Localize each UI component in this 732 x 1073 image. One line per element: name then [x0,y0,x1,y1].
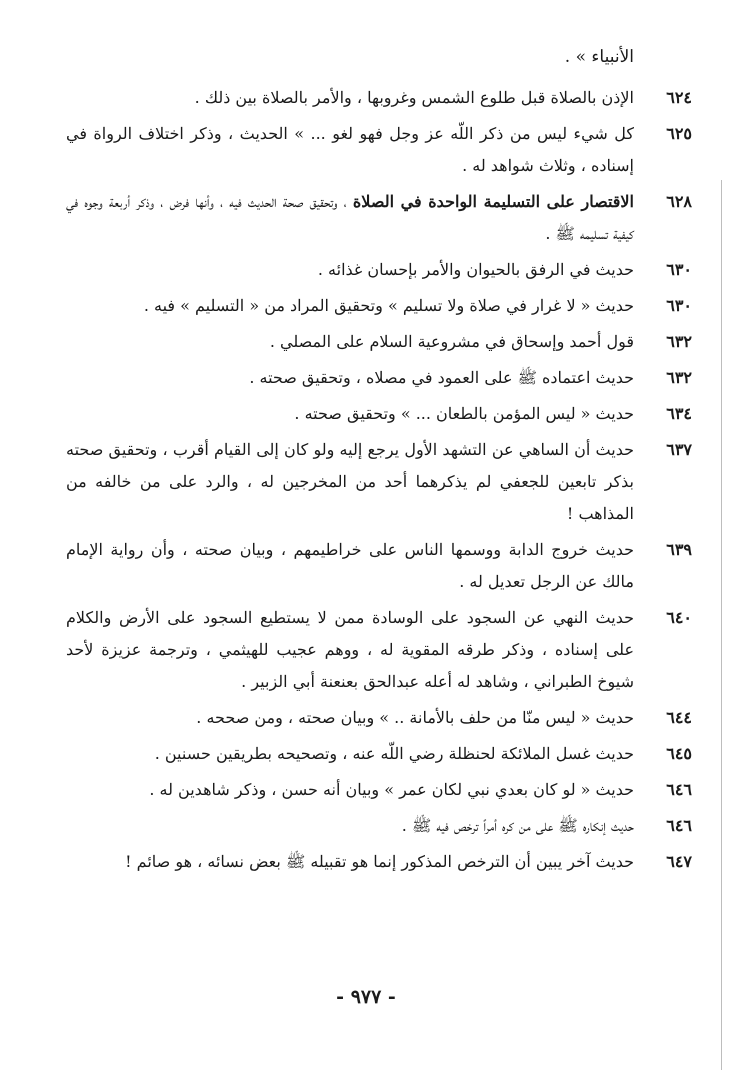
page-number: - ٩٧٧ - [336,986,396,1008]
index-entry [66,326,692,358]
entry-text: الإذن بالصلاة قبل طلوع الشمس وغروبها ، والأمر بالصلاة بين ذلك . [194,88,634,107]
entry-page-number: ٦٣٤ [666,404,692,423]
entry-page-number: ٦٤٠ [666,608,692,627]
index-entry [66,774,692,806]
index-entry [66,82,692,114]
index-entry [66,118,692,182]
entry-text: حديث اعتماده ﷺ على العمود في مصلاه ، وتحقيق صحته . [249,368,634,387]
entry-text: حديث « لا غرار في صلاة ولا تسليم » وتحقيق المراد من « التسليم » فيه . [143,296,634,315]
entry-page-number: ٦٣٠ [666,260,692,279]
entry-text-container [66,186,634,250]
entry-page-number: ٦٢٥ [666,124,692,143]
index-entry [66,254,692,286]
entry-page-number: ٦٢٤ [666,88,692,107]
entry-text: حديث آخر يبين أن الترخص المذكور إنما هو تقبيله ﷺ بعض نسائه ، هو صائم ! [125,852,634,871]
entry-page-number: ٦٣٧ [666,440,692,459]
entry-text: حديث في الرفق بالحيوان والأمر بإحسان غذائه . [317,260,634,279]
entry-page-number: ٦٣٢ [666,332,692,351]
carry-over-text: الأنبياء » . [564,47,634,67]
entry-text: قول أحمد وإسحاق في مشروعية السلام على المصلي . [269,332,634,351]
entry-text: حديث « ليس منّا من حلف بالأمانة .. » وبيان صحته ، ومن صححه . [196,708,634,727]
index-entry [66,810,692,842]
entry-text: حديث النهي عن السجود على الوسادة ممن لا يستطيع السجود على الأرض والكلام على إسناده ، وذكر طرقه المقوية له ، ووهم عجيب للهيثمي ، وترجمة عزيزة لأحد شيوخ الطبراني ، وشاهد له أعله عبدالحق بعنعنة أبي الزبير . [66,608,634,691]
page-edge-line [721,180,722,1070]
entry-page-number: ٦٣٩ [666,540,692,559]
entry-page-number: ٦٢٨ [666,192,692,211]
index-entry [66,434,692,530]
index-entry [66,362,692,394]
entry-page-number: ٦٤٧ [666,852,692,871]
index-entry [66,846,692,878]
entry-text: حديث « لو كان بعدي نبي لكان عمر » وبيان أنه حسن ، وذكر شاهدين له . [149,780,634,799]
entry-text: كل شيء ليس من ذكر اللّه عز وجل فهو لغو ... » الحديث ، وذكر اختلاف الرواة في إسناده ، وثلاث شواهد له . [66,124,634,175]
entry-page-number: ٦٤٥ [666,744,692,763]
entry-text: حديث « ليس المؤمن بالطعان ... » وتحقيق صحته . [294,404,634,423]
index-entry [66,398,692,430]
entry-bold-heading: الاقتصار على التسليمة الواحدة في الصلاة [352,192,634,211]
entry-text: حديث إنكاره ﷺ على من كره أمراً ترخص فيه ﷺ . [401,816,634,835]
index-entry [66,602,692,698]
entry-page-number: ٦٤٦ [666,816,692,835]
index-entry [66,290,692,322]
index-entry [66,534,692,598]
entry-text: حديث خروج الدابة ووسمها الناس على خراطيمهم ، وبيان صحته ، وأن رواية الإمام مالك عن الرجل تعديل له . [66,540,634,591]
entry-page-number: ٦٤٦ [666,780,692,799]
entry-text: حديث أن الساهي عن التشهد الأول يرجع إليه ولو كان إلى القيام أقرب ، وتحقيق صحته بذكر تابعين للجعفي لم يذكرهما أحد من المخرجين له ، والرد على من خالفه من المذاهب ! [66,440,634,523]
index-entry [66,186,692,250]
entry-page-number: ٦٣٢ [666,368,692,387]
entry-page-number: ٦٤٤ [666,708,692,727]
index-entries-list [66,82,692,882]
entry-page-number: ٦٣٠ [666,296,692,315]
entry-text: ، وتحقيق صحة الحديث فيه ، وأنها فرض ، وذكر أربعة وجوه في كيفية تسليمه ﷺ . [66,192,634,243]
entry-text: حديث غسل الملائكة لحنظلة رضي اللّه عنه ، وتصحيحه بطريقين حسنين . [154,744,634,763]
index-entry [66,738,692,770]
index-entry [66,702,692,734]
